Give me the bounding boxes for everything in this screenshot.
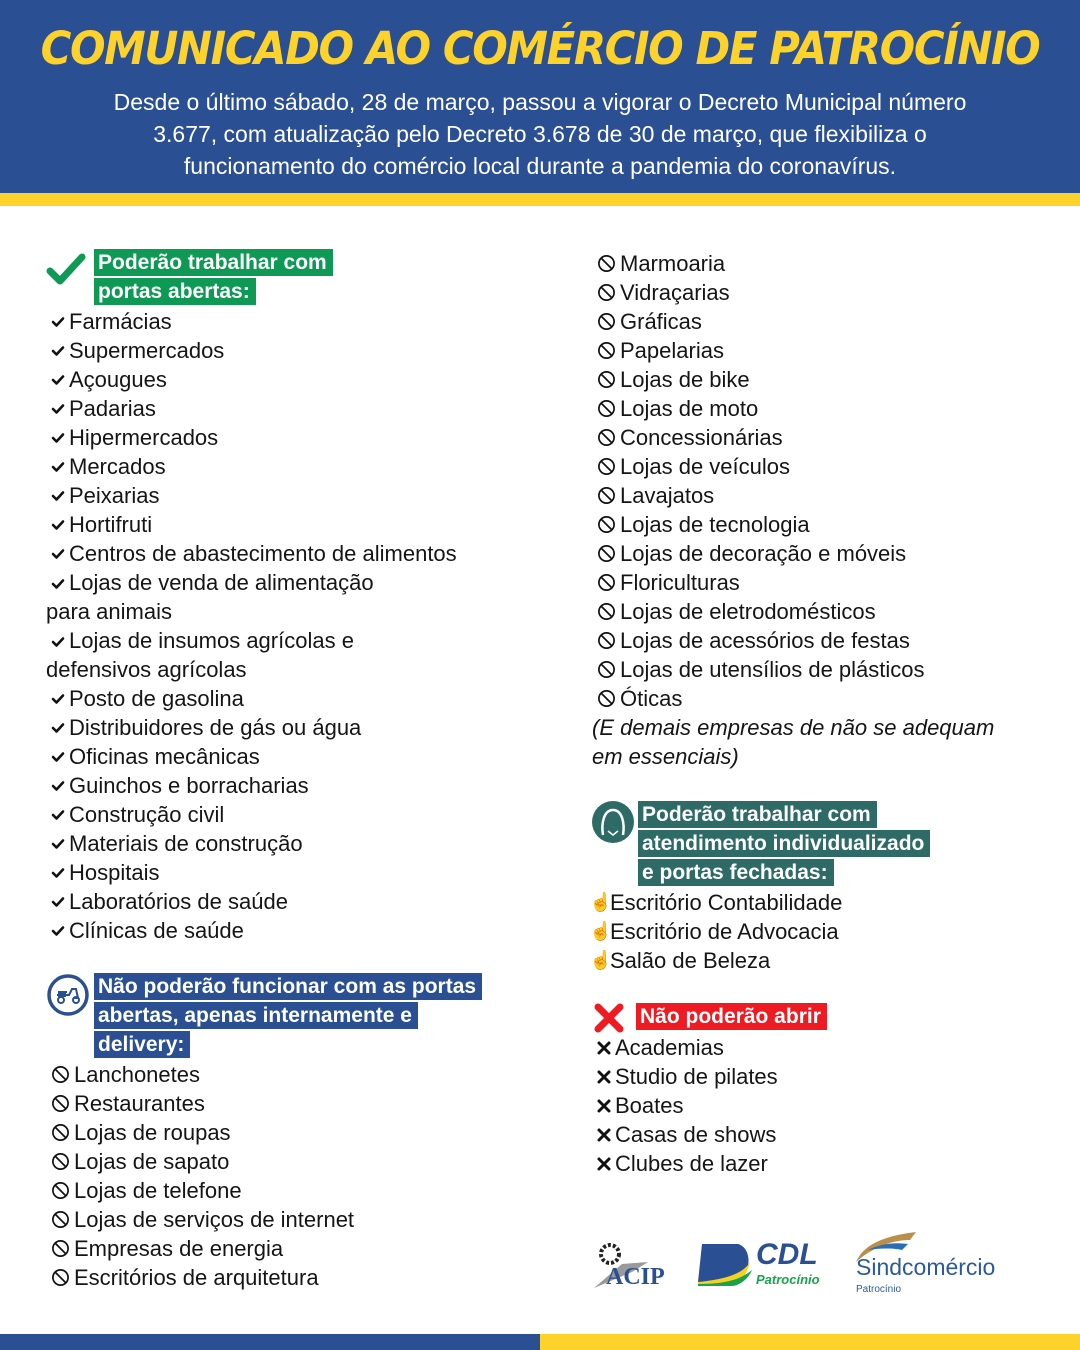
x-icon — [592, 1156, 615, 1172]
list-item-label: Óticas — [620, 686, 683, 711]
list-item — [46, 829, 546, 858]
list-item — [46, 626, 546, 684]
list-item — [592, 655, 1042, 684]
check-icon — [46, 809, 69, 821]
list-item — [592, 336, 1042, 365]
list-item-label: Lojas de acessórios de festas — [620, 628, 910, 653]
heading-line: delivery: — [94, 1031, 190, 1058]
list-item — [592, 684, 1042, 713]
delivery-scooter-icon — [46, 973, 94, 1021]
check-icon — [46, 838, 69, 850]
open-list — [46, 307, 546, 945]
prohibited-icon — [592, 399, 620, 418]
prohibited-icon — [46, 1065, 74, 1084]
list-item — [46, 365, 546, 394]
check-icon — [46, 925, 69, 937]
list-item-label: Lavajatos — [620, 483, 715, 508]
list-item — [46, 771, 546, 800]
check-icon — [46, 374, 69, 386]
list-item — [592, 394, 1042, 423]
list-item-label: Mercados — [69, 454, 166, 479]
prohibited-icon — [592, 312, 620, 331]
sind-text: Sindcomércio — [856, 1254, 996, 1280]
list-item-label: Clínicas de saúde — [69, 918, 244, 943]
prohibited-icon — [592, 486, 620, 505]
list-item — [46, 568, 546, 626]
pointing-hand-icon: ☝ — [589, 921, 613, 941]
list-item — [589, 888, 1042, 917]
heading-line: abertas, apenas internamente e — [94, 1002, 418, 1029]
footer-stripe-yellow — [540, 1334, 1080, 1350]
list-item — [592, 278, 1042, 307]
list-item — [46, 1118, 546, 1147]
red-x-icon — [592, 1003, 636, 1033]
section-delivery-heading — [46, 973, 546, 1060]
list-item-label: Lojas de moto — [620, 396, 759, 421]
list-item — [592, 481, 1042, 510]
list-item — [46, 394, 546, 423]
list-item — [46, 1234, 546, 1263]
list-item — [46, 684, 546, 713]
prohibited-icon — [592, 602, 620, 621]
page-subtitle — [60, 86, 1020, 182]
prohibited-icon — [592, 457, 620, 476]
list-item-label: Supermercados — [69, 338, 225, 363]
list-item-label: Escritório de Advocacia — [610, 919, 839, 944]
x-icon — [592, 1040, 615, 1056]
left-column — [46, 249, 546, 1292]
section-individual-heading — [592, 801, 1042, 888]
list-item — [592, 452, 1042, 481]
list-item-label: Construção civil — [69, 802, 225, 827]
right-column — [589, 249, 1042, 1178]
check-icon — [46, 693, 69, 705]
list-item-label: Lanchonetes — [74, 1062, 200, 1087]
prohibited-icon — [46, 1268, 74, 1287]
delivery-note — [592, 713, 1042, 771]
list-item-label: Posto de gasolina — [69, 686, 244, 711]
heading-line: portas abertas: — [94, 278, 256, 305]
subtitle-line: funcionamento do comércio local durante a pandemia do coronavírus. — [183, 153, 897, 179]
list-item-label: Açougues — [69, 367, 167, 392]
list-item-label: Farmácias — [69, 309, 172, 334]
list-item-label: Lojas de bike — [620, 367, 750, 392]
list-item-label: Hortifruti — [69, 512, 153, 537]
check-icon — [46, 345, 69, 357]
x-icon — [592, 1098, 615, 1114]
list-item — [46, 481, 546, 510]
footer-stripe-blue — [0, 1334, 540, 1350]
list-item — [589, 946, 1042, 975]
cdl-text: CDL — [756, 1238, 818, 1271]
list-item — [46, 452, 546, 481]
list-item — [592, 1120, 1042, 1149]
delivery-list-continued — [592, 249, 1042, 713]
check-icon — [46, 751, 69, 763]
list-item — [592, 1062, 1042, 1091]
list-item-label: Restaurantes — [74, 1091, 205, 1116]
heading-line: Poderão trabalhar com — [638, 801, 877, 828]
list-item-label: Salão de Beleza — [610, 948, 771, 973]
list-item-label: Lojas de venda de alimentação para animais — [46, 570, 374, 624]
list-item-label: Laboratórios de saúde — [69, 889, 288, 914]
list-item — [592, 249, 1042, 278]
subtitle-line: Desde o último sábado, 28 de março, passou a vigorar o Decreto Municipal número — [113, 89, 967, 115]
section-open-heading — [46, 249, 546, 307]
header-stripe — [0, 193, 1080, 206]
check-icon — [46, 722, 69, 734]
list-item — [46, 713, 546, 742]
list-item — [46, 1176, 546, 1205]
acip-logo — [592, 1242, 678, 1292]
list-item — [592, 1091, 1042, 1120]
subtitle-line: 3.677, com atualização pelo Decreto 3.678 de 30 de março, que flexibiliza o — [153, 121, 927, 147]
pointing-hand-icon: ☝ — [589, 892, 613, 912]
list-item-label: Materiais de construção — [69, 831, 303, 856]
page-title: COMUNICADO AO COMÉRCIO DE PATROCÍNIO — [40, 22, 1040, 75]
list-item — [592, 626, 1042, 655]
prohibited-icon — [592, 428, 620, 447]
prohibited-icon — [592, 573, 620, 592]
list-item-label: Lojas de insumos agrícolas e defensivos agrícolas — [46, 628, 354, 682]
list-item-label: Guinchos e borracharias — [69, 773, 309, 798]
list-item — [46, 742, 546, 771]
heading-line: Não poderão abrir — [636, 1003, 827, 1030]
list-item — [589, 917, 1042, 946]
list-item — [46, 1089, 546, 1118]
list-item-label: Marmoaria — [620, 251, 726, 276]
x-icon — [592, 1127, 615, 1143]
list-item-label: Gráficas — [620, 309, 702, 334]
list-item — [592, 423, 1042, 452]
check-icon — [46, 519, 69, 531]
list-item — [592, 365, 1042, 394]
person-attendant-icon — [592, 801, 638, 847]
list-item-label: Papelarias — [620, 338, 724, 363]
list-item-label: Empresas de energia — [74, 1236, 284, 1261]
closed-list — [592, 1033, 1042, 1178]
list-item — [46, 1205, 546, 1234]
list-item-label: Peixarias — [69, 483, 160, 508]
heading-line: e portas fechadas: — [638, 859, 834, 886]
list-item — [46, 539, 546, 568]
list-item — [592, 597, 1042, 626]
list-item — [46, 307, 546, 336]
list-item-label: Vidraçarias — [620, 280, 730, 305]
check-icon — [46, 548, 69, 560]
list-item — [46, 858, 546, 887]
check-icon — [46, 490, 69, 502]
note-line: (E demais empresas de não se adequam — [592, 715, 995, 740]
prohibited-icon — [592, 515, 620, 534]
prohibited-icon — [592, 660, 620, 679]
list-item-label: Lojas de eletrodomésticos — [620, 599, 876, 624]
list-item-label: Padarias — [69, 396, 156, 421]
list-item-label: Escritórios de arquitetura — [74, 1265, 319, 1290]
list-item — [592, 510, 1042, 539]
check-icon — [46, 896, 69, 908]
list-item-label: Lojas de tecnologia — [620, 512, 810, 537]
list-item-label: Floriculturas — [620, 570, 740, 595]
pointing-hand-icon: ☝ — [589, 950, 613, 970]
cdl-subtext: Patrocínio — [756, 1272, 820, 1287]
list-item-label: Lojas de roupas — [74, 1120, 231, 1145]
list-item-label: Casas de shows — [615, 1122, 777, 1147]
list-item-label: Distribuidores de gás ou água — [69, 715, 362, 740]
prohibited-icon — [592, 341, 620, 360]
x-icon — [592, 1069, 615, 1085]
list-item-label: Concessionárias — [620, 425, 783, 450]
list-item — [592, 1033, 1042, 1062]
check-icon — [46, 316, 69, 328]
list-item-label: Lojas de veículos — [620, 454, 790, 479]
prohibited-icon — [592, 254, 620, 273]
heading-line: atendimento individualizado — [638, 830, 930, 857]
sind-subtext: Patrocínio — [856, 1284, 902, 1295]
list-item — [592, 539, 1042, 568]
sindcomercio-logo — [854, 1228, 1034, 1298]
partner-logos — [592, 1228, 1032, 1308]
list-item-label: Studio de pilates — [615, 1064, 778, 1089]
prohibited-icon — [46, 1123, 74, 1142]
prohibited-icon — [46, 1210, 74, 1229]
prohibited-icon — [46, 1181, 74, 1200]
list-item — [46, 1060, 546, 1089]
list-item — [592, 1149, 1042, 1178]
prohibited-icon — [592, 631, 620, 650]
list-item-label: Centros de abastecimento de alimentos — [69, 541, 457, 566]
acip-text: ACIP — [606, 1264, 665, 1290]
list-item-label: Lojas de sapato — [74, 1149, 230, 1174]
prohibited-icon — [46, 1152, 74, 1171]
list-item-label: Hipermercados — [69, 425, 219, 450]
prohibited-icon — [592, 689, 620, 708]
big-check-icon — [46, 253, 94, 287]
list-item-label: Boates — [615, 1093, 684, 1118]
individual-list — [589, 888, 1042, 975]
list-item — [46, 916, 546, 945]
prohibited-icon — [46, 1239, 74, 1258]
list-item — [46, 887, 546, 916]
list-item — [46, 423, 546, 452]
delivery-list — [46, 1060, 546, 1292]
list-item — [592, 568, 1042, 597]
check-icon — [46, 636, 69, 648]
list-item — [592, 307, 1042, 336]
cdl-logo — [698, 1238, 828, 1292]
heading-line: Poderão trabalhar com — [94, 249, 333, 276]
list-item-label: Clubes de lazer — [615, 1151, 768, 1176]
check-icon — [46, 867, 69, 879]
list-item-label: Lojas de utensílios de plásticos — [620, 657, 925, 682]
list-item-label: Lojas de serviços de internet — [74, 1207, 355, 1232]
list-item — [46, 1263, 546, 1292]
prohibited-icon — [46, 1094, 74, 1113]
prohibited-icon — [592, 283, 620, 302]
note-line: em essenciais) — [592, 744, 739, 769]
check-icon — [46, 780, 69, 792]
list-item-label: Lojas de telefone — [74, 1178, 242, 1203]
heading-line: Não poderão funcionar com as portas — [94, 973, 482, 1000]
list-item — [46, 510, 546, 539]
check-icon — [46, 578, 69, 590]
list-item-label: Escritório Contabilidade — [610, 890, 843, 915]
list-item-label: Lojas de decoração e móveis — [620, 541, 907, 566]
check-icon — [46, 432, 69, 444]
section-closed-heading — [592, 1003, 1042, 1033]
check-icon — [46, 461, 69, 473]
list-item — [46, 1147, 546, 1176]
check-icon — [46, 403, 69, 415]
list-item-label: Academias — [615, 1035, 724, 1060]
prohibited-icon — [592, 370, 620, 389]
list-item — [46, 336, 546, 365]
list-item-label: Oficinas mecânicas — [69, 744, 260, 769]
prohibited-icon — [592, 544, 620, 563]
list-item — [46, 800, 546, 829]
list-item-label: Hospitais — [69, 860, 160, 885]
